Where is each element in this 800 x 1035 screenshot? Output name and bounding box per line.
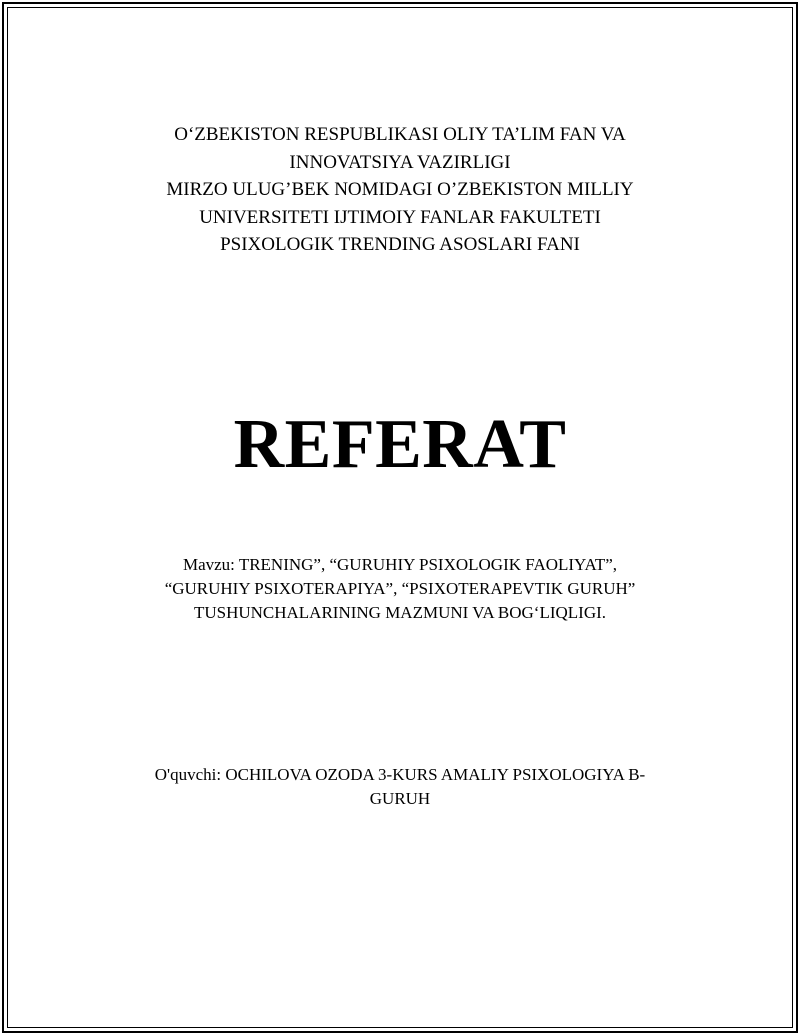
student-line: GURUH [369,789,431,808]
student-line: O'quvchi: OCHILOVA OZODA 3-KURS AMALIY PSIXOLOGIYA B- [154,765,646,784]
header-line: INNOVATSIYA VAZIRLIGI [289,151,511,173]
institution-header [100,121,700,259]
header-line: MIRZO ULUG’BEK NOMIDAGI O’ZBEKISTON MILLIY [166,179,634,200]
document-title: REFERAT [233,406,567,483]
topic-line: “GURUHIY PSIXOTERAPIYA”, “PSIXOTERAPEVTIK GURUH” [164,579,636,598]
header-line: O‘ZBEKISTON RESPUBLIKASI OLIY TA’LIM FAN VA [174,124,626,145]
header-line: PSIXOLOGIK TRENDING ASOSLARI FANI [220,234,580,255]
topic-line: Mavzu: TRENING”, “GURUHIY PSIXOLOGIK FAOLIYAT”, [182,555,618,574]
topic-line: TUSHUNCHALARINING MAZMUNI VA BOG‘LIQLIGI. [193,603,607,622]
topic-block [100,553,700,625]
student-info [100,763,700,811]
header-line: UNIVERSITETI IJTIMOIY FANLAR FAKULTETI [199,206,601,228]
